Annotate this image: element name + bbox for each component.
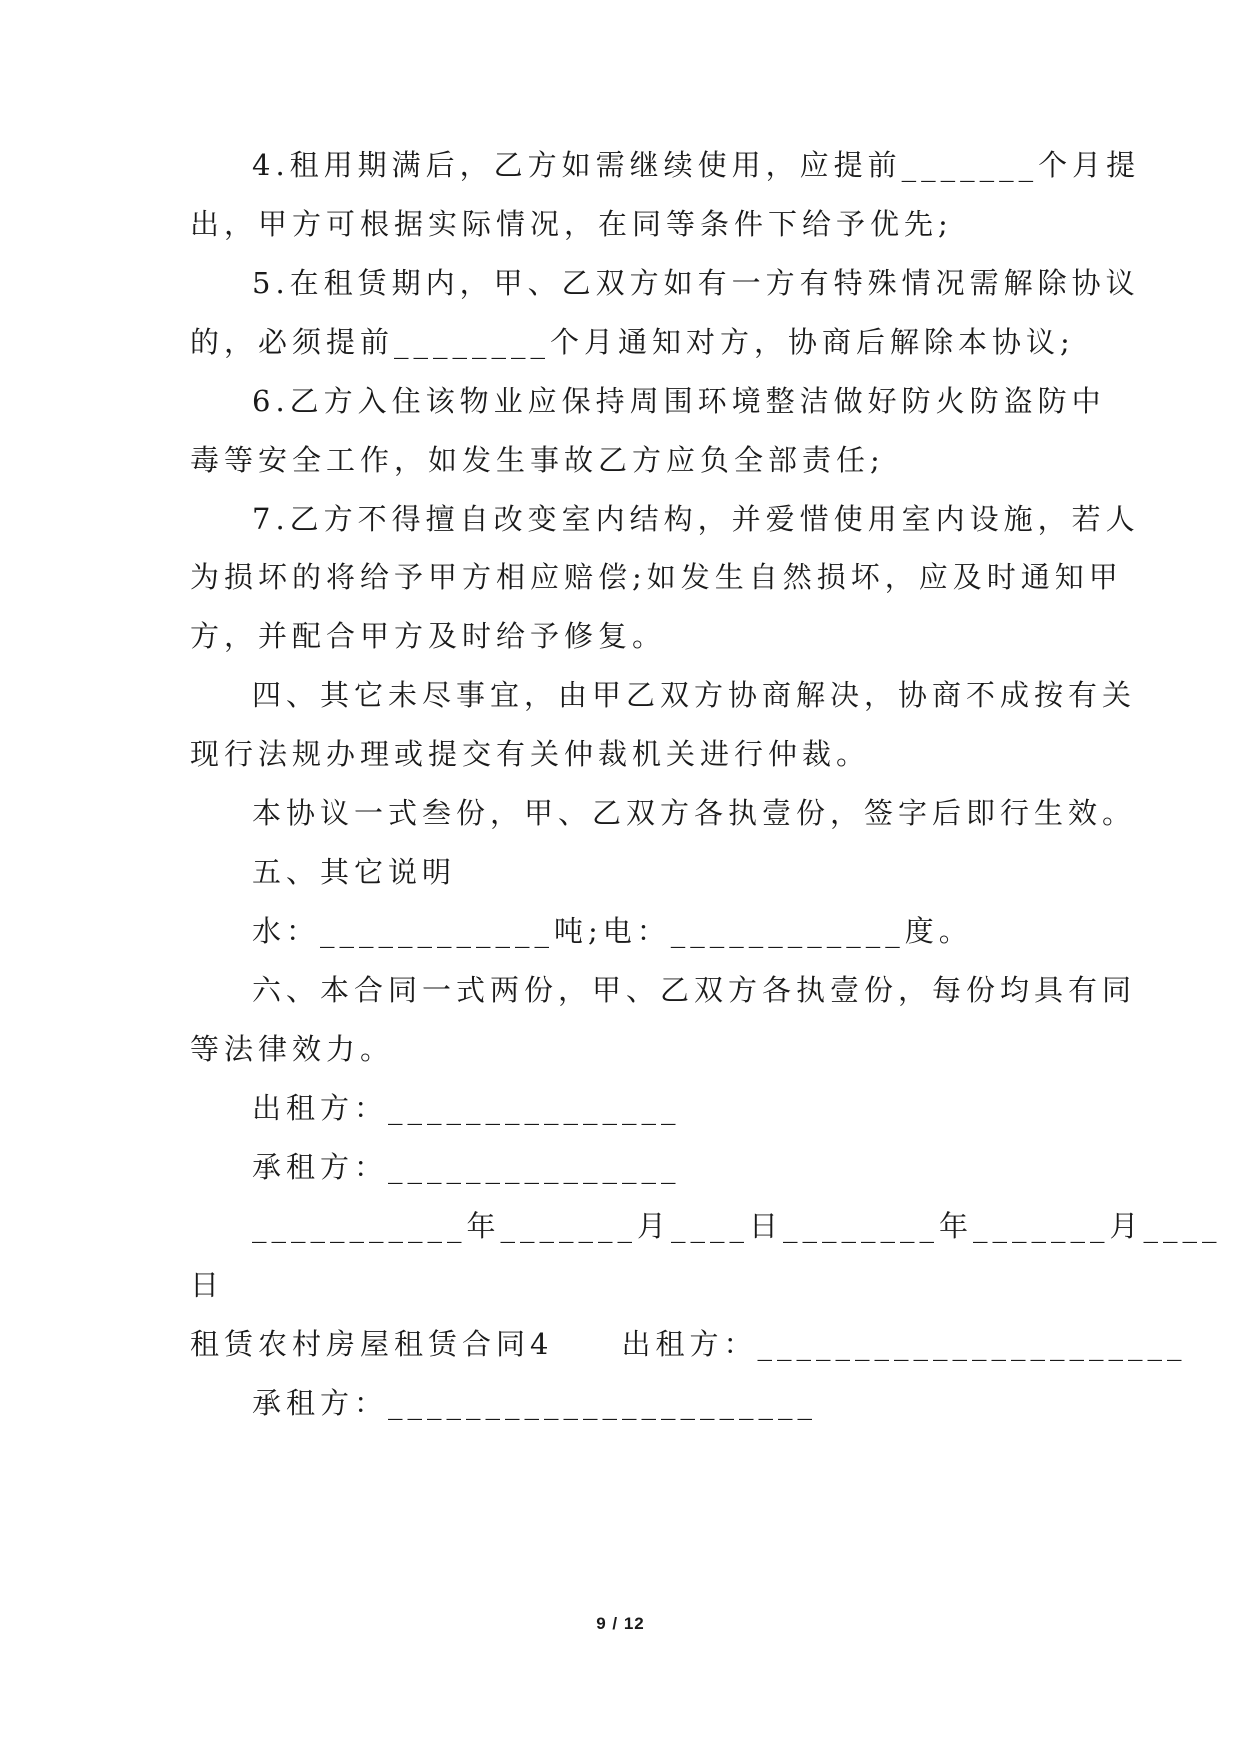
paragraph-line: 5.在租赁期内，甲、乙双方如有一方有特殊情况需解除协议 (252, 266, 1140, 300)
lessor-signature-line: 出租方：_______________ (252, 1091, 681, 1125)
paragraph-line: 等法律效力。 (190, 1032, 395, 1066)
paragraph-line: 方，并配合甲方及时给予修复。 (190, 619, 667, 653)
paragraph-line: 的，必须提前________个月通知对方，协商后解除本协议; (190, 325, 1075, 359)
paragraph-line: 现行法规办理或提交有关仲裁机关进行仲裁。 (190, 737, 871, 771)
date-line-continuation: 日 (190, 1268, 225, 1302)
lessee-signature-line: 承租方：_______________ (252, 1150, 681, 1184)
paragraph-line: 四、其它未尽事宜，由甲乙双方协商解决，协商不成按有关 (252, 678, 1137, 712)
paragraph-line: 为损坏的将给予甲方相应赔偿;如发生自然损坏，应及时通知甲 (190, 560, 1123, 594)
utility-readings-line: 水：____________吨;电：____________度。 (252, 914, 973, 948)
paragraph-line: 7.乙方不得擅自改变室内结构，并爱惜使用室内设施，若人 (252, 502, 1140, 536)
paragraph-line: 毒等安全工作，如发生事故乙方应负全部责任; (190, 443, 885, 477)
paragraph-line: 本协议一式叁份，甲、乙双方各执壹份，签字后即行生效。 (252, 796, 1137, 830)
paragraph-line: 4.租用期满后，乙方如需继续使用，应提前_______个月提 (252, 148, 1141, 182)
section-heading: 五、其它说明 (252, 855, 457, 889)
contract-title-line: 租赁农村房屋租赁合同4 出租方：______________________ (190, 1327, 1187, 1361)
paragraph-line: 六、本合同一式两份，甲、乙双方各执壹份，每份均具有同 (252, 973, 1137, 1007)
paragraph-line: 出，甲方可根据实际情况，在同等条件下给予优先; (190, 207, 953, 241)
lessee-signature-line: 承租方：______________________ (252, 1386, 818, 1420)
page-number: 9 / 12 (596, 1614, 645, 1633)
date-line: ___________年_______月____日________年_______月____ (252, 1209, 1222, 1243)
paragraph-line: 6.乙方入住该物业应保持周围环境整洁做好防火防盗防中 (252, 384, 1106, 418)
